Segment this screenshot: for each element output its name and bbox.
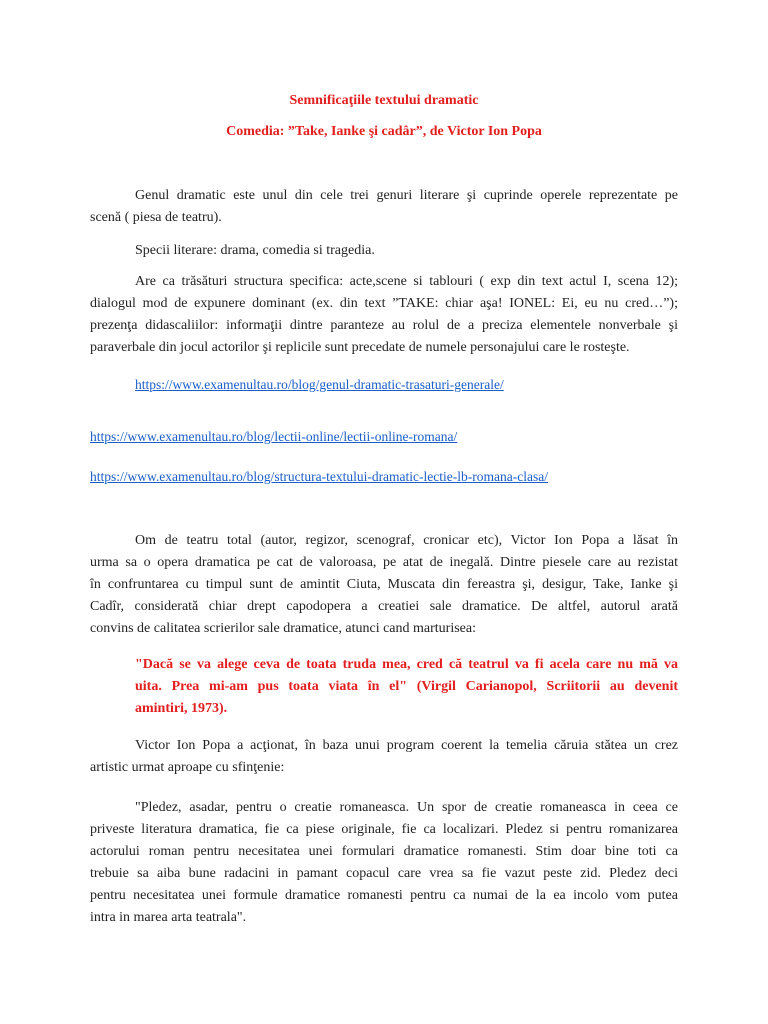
link-lectii-online[interactable]: https://www.examenultau.ro/blog/lectii-online/lectii-online-romana/: [90, 429, 458, 444]
paragraph-program: [90, 735, 678, 779]
text-line: uita. Prea mi-am pus toata viata în el" (Virgil Carianopol, Scriitorii au devenit: [135, 679, 678, 694]
document-title: Semnificaţiile textului dramatic: [289, 93, 479, 108]
text-line: Cadîr, considerată chiar drept capodopera a creatiei sale dramatice. De altfel, autorul arată: [90, 599, 678, 614]
text-line: amintiri, 1973).: [135, 701, 228, 716]
paragraph-pledez-quote: [90, 797, 678, 929]
text-line: artistic urmat aproape cu sfinţenie:: [90, 760, 285, 775]
document-subtitle: Comedia: ”Take, Ianke şi cadâr”, de Victor Ion Popa: [226, 124, 542, 139]
text-line: trebuie sa aiba bune radacini in pamant copacul care vrea sa fie vazut peste zid. Pledez deci: [90, 866, 678, 881]
text-line: actorului roman pentru necesitatea unei formulari dramatice romanesti. Stim doar bine toti ca: [90, 844, 678, 859]
text-line: în confruntarea cu timpul sunt de amintit Ciuta, Muscata din fereastra şi, desigur, Take, Ianke şi: [90, 577, 678, 592]
text-line: dialogul mod de expunere dominant (ex. din text ”TAKE: chiar aşa! IONEL: Ei, eu nu cred…”);: [90, 296, 678, 311]
text-line: convins de calitatea scrierilor sale dramatice, atunci cand marturisea:: [90, 621, 476, 636]
text-line: Are ca trăsături structura specifica: acte,scene si tablouri ( exp din text actul I, scena 12);: [135, 274, 678, 289]
paragraph-species: [90, 240, 678, 262]
text-line: scenă ( piesa de teatru).: [90, 210, 222, 225]
text-line: Om de teatru total (autor, regizor, scenograf, cronicar etc), Victor Ion Popa a lăsat în: [135, 533, 678, 548]
text-line: "Dacă se va alege ceva de toata truda mea, cred că teatrul va fi acela care nu mă va: [135, 657, 678, 672]
paragraph-victor-ion-popa: [90, 530, 678, 640]
text-line: pentru necesitatea unei formule dramatice romanesti pentru ca numai de la ea incolo vom putea: [90, 888, 678, 903]
link-genul-dramatic[interactable]: https://www.examenultau.ro/blog/genul-dramatic-trasaturi-generale/: [135, 377, 504, 392]
text-line: Genul dramatic este unul din cele trei genuri literare şi cuprinde operele reprezentate pe: [135, 188, 678, 203]
text-line: Specii literare: drama, comedia si tragedia.: [135, 243, 375, 258]
text-line: priveste literatura dramatica, fie ca piese originale, fie ca localizari. Pledez si pentru romanizarea: [90, 822, 678, 837]
text-line: prezenţa didascaliilor: informaţii dintre paranteze au rolul de a preciza elementele nonverbale şi: [90, 318, 678, 333]
link-structura-textului[interactable]: https://www.examenultau.ro/blog/structura-textului-dramatic-lectie-lb-romana-clasa/: [90, 469, 548, 484]
text-line: Victor Ion Popa a acţionat, în baza unui program coerent la temelia căruia stătea un crez: [135, 738, 678, 753]
text-line: urma sa o opera dramatica pe cat de valoroasa, pe atat de inegală. Dintre piesele care au rezistat: [90, 555, 678, 570]
text-line: paraverbale din jocul actorilor şi replicile sunt precedate de numele personajului care le rosteşte.: [90, 340, 630, 355]
paragraph-features: [90, 271, 678, 359]
text-line: "Pledez, asadar, pentru o creatie romaneasca. Un spor de creatie romaneasca in ceea ce: [135, 800, 678, 815]
text-line: intra in marea arta teatrala".: [90, 910, 247, 925]
paragraph-genre-definition: [90, 185, 678, 229]
highlighted-quote: [135, 654, 678, 720]
